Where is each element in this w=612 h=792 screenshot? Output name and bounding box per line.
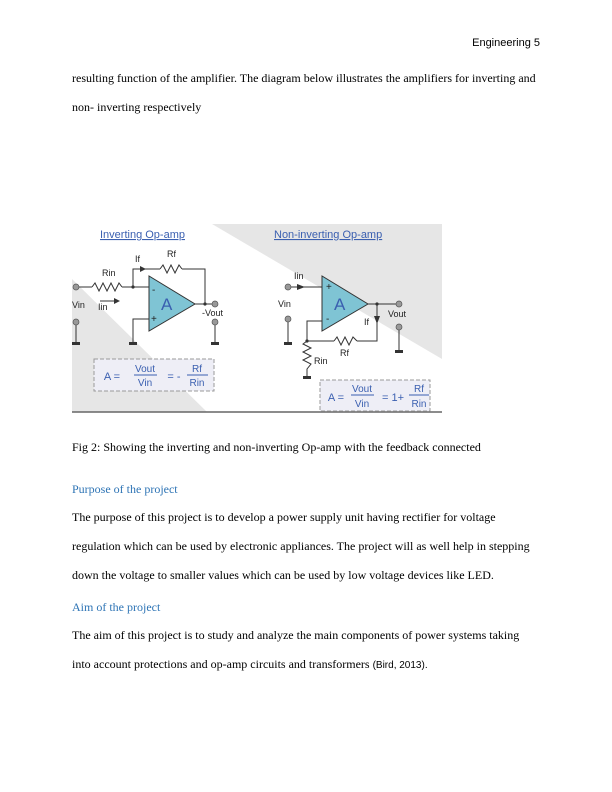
noninverting-title: Non-inverting Op-amp <box>274 229 383 241</box>
purpose-line-2: regulation which can be used by electronic appliances. The project will as well help in stepping <box>72 539 530 553</box>
purpose-line-3: down the voltage to smaller values which can be used by low voltage devices like LED. <box>72 568 494 582</box>
inverting-title: Inverting Op-amp <box>100 229 185 241</box>
aim-heading: Aim of the project <box>72 600 161 614</box>
label-rf: Rf <box>167 249 176 259</box>
label-vout: Vout <box>388 309 407 319</box>
plus-sign: + <box>151 314 157 325</box>
noninverting-gain-formula <box>320 380 430 411</box>
amp-label: A <box>161 295 173 314</box>
svg-text:Vin: Vin <box>137 378 153 389</box>
aim-line-2 <box>72 650 542 680</box>
amp-label: A <box>334 295 346 314</box>
label-if: If <box>364 317 370 327</box>
plus-sign: + <box>326 282 332 293</box>
label-iin: Iin <box>98 302 108 312</box>
svg-text:Vin: Vin <box>354 399 370 410</box>
label-rf: Rf <box>340 348 349 358</box>
label-vin: Vin <box>72 300 85 310</box>
opamp-figure <box>72 224 442 414</box>
label-vin: Vin <box>278 299 291 309</box>
label-if: If <box>135 254 141 264</box>
label-rin: Rin <box>102 268 116 278</box>
intro-line-1: resulting function of the amplifier. The diagram below illustrates the amplifiers for inverting and <box>72 71 536 85</box>
svg-text:Rin: Rin <box>189 378 205 389</box>
figure-caption: Fig 2: Showing the inverting and non-inverting Op-amp with the feedback connected <box>72 440 481 454</box>
aim-line-1: The aim of this project is to study and analyze the main components of power systems taking <box>72 628 520 642</box>
minus-sign: - <box>152 285 156 296</box>
svg-text:= -: = - <box>167 371 181 383</box>
svg-text:A =: A = <box>327 392 345 404</box>
svg-text:A =: A = <box>103 371 121 383</box>
label-rin: Rin <box>314 356 328 366</box>
purpose-heading: Purpose of the project <box>72 482 178 496</box>
svg-text:= 1+: = 1+ <box>381 392 405 404</box>
svg-text:Rin: Rin <box>411 399 427 410</box>
citation: (Bird, 2013). <box>372 660 428 671</box>
svg-text:Rf: Rf <box>192 364 202 375</box>
aim-line-2-text: into account protections and op-amp circuits and transformers <box>72 657 370 671</box>
inverting-gain-formula <box>94 359 214 391</box>
minus-sign: - <box>326 314 330 325</box>
svg-text:Vout: Vout <box>134 364 156 375</box>
svg-text:Vout: Vout <box>351 384 373 395</box>
purpose-line-1: The purpose of this project is to develop a power supply unit having rectifier for voltage <box>72 510 496 524</box>
svg-text:Rf: Rf <box>414 384 424 395</box>
label-vout: -Vout <box>202 308 224 318</box>
intro-line-2: non- inverting respectively <box>72 100 202 114</box>
running-head: Engineering 5 <box>472 37 540 49</box>
label-iin: Iin <box>294 271 304 281</box>
